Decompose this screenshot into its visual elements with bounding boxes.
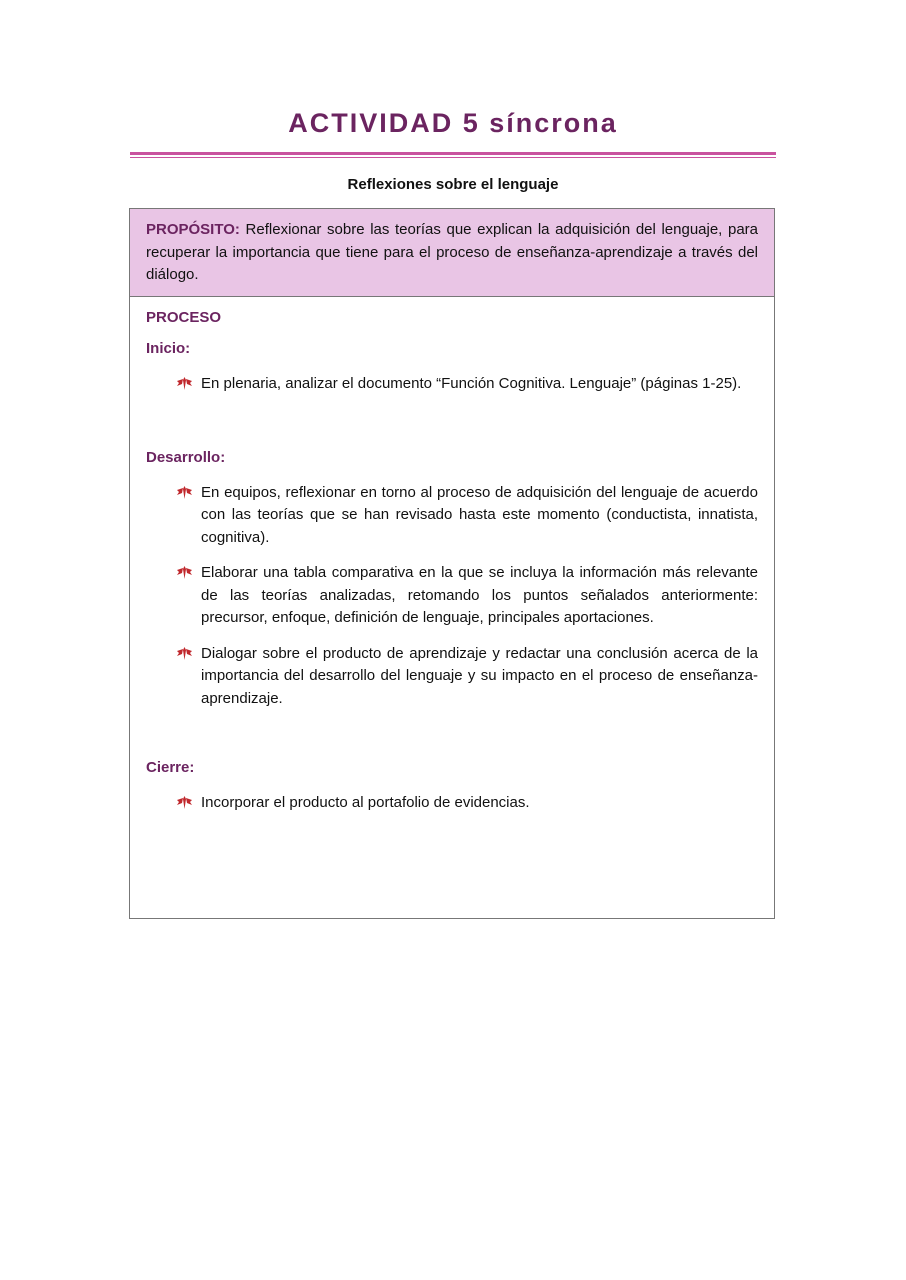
purpose-text: Reflexionar sobre las teorías que explican la adquisición del lenguaje, para recuperar la importancia que tiene para el proceso de enseñanza-aprendizaje a través del diálogo. (146, 221, 759, 283)
inicio-list (146, 373, 758, 396)
red-ornament-bullet-icon (177, 486, 192, 499)
desarrollo-section (146, 447, 758, 711)
process-heading: PROCESO (146, 309, 222, 326)
cierre-heading: Cierre: (146, 759, 195, 776)
cierre-list (146, 792, 758, 815)
red-ornament-bullet-icon (177, 647, 192, 660)
desarrollo-heading: Desarrollo: (146, 448, 226, 466)
red-ornament-bullet-icon (177, 377, 192, 390)
activity-subtitle: Reflexiones sobre el lenguaje (347, 176, 559, 193)
list-item-text: Dialogar sobre el producto de aprendizaje y redactar una conclusión acerca de la importancia del desarrollo del lenguaje y su impacto en el proceso de enseñanza-aprendizaje. (201, 644, 758, 707)
purpose-section (130, 209, 774, 297)
list-item (146, 643, 758, 711)
activity-title: ACTIVIDAD 5 síncrona (288, 108, 618, 138)
red-ornament-bullet-icon (177, 566, 192, 579)
activity-box (129, 208, 775, 919)
purpose-label: PROPÓSITO: (146, 221, 240, 238)
inicio-heading: Inicio: (146, 340, 191, 357)
red-ornament-bullet-icon (177, 796, 192, 809)
list-item (146, 792, 758, 815)
list-item (146, 482, 758, 550)
inicio-section (146, 338, 758, 396)
list-item-text: Incorporar el producto al portafolio de evidencias. (201, 794, 530, 811)
title-underline-thick (130, 152, 776, 155)
list-item-text: Elaborar una tabla comparativa en la que se incluya la información más relevante de las teorías analizadas, retomando los puntos señalados anteriormente: precursor, enfoque, definición de lenguaje, principales aportaciones. (201, 564, 758, 626)
title-underline-thin (130, 157, 776, 158)
cierre-section (146, 757, 758, 815)
list-item-text: En plenaria, analizar el documento “Función Cognitiva. Lenguaje” (páginas 1-25). (201, 375, 742, 392)
list-item (146, 373, 758, 396)
desarrollo-list (146, 482, 758, 711)
list-item-text: En equipos, reflexionar en torno al proceso de adquisición del lenguaje de acuerdo con las teorías que se han revisado hasta este momento (conductista, innatista, cognitiva). (201, 483, 758, 546)
list-item (146, 562, 758, 630)
process-section (130, 297, 774, 815)
